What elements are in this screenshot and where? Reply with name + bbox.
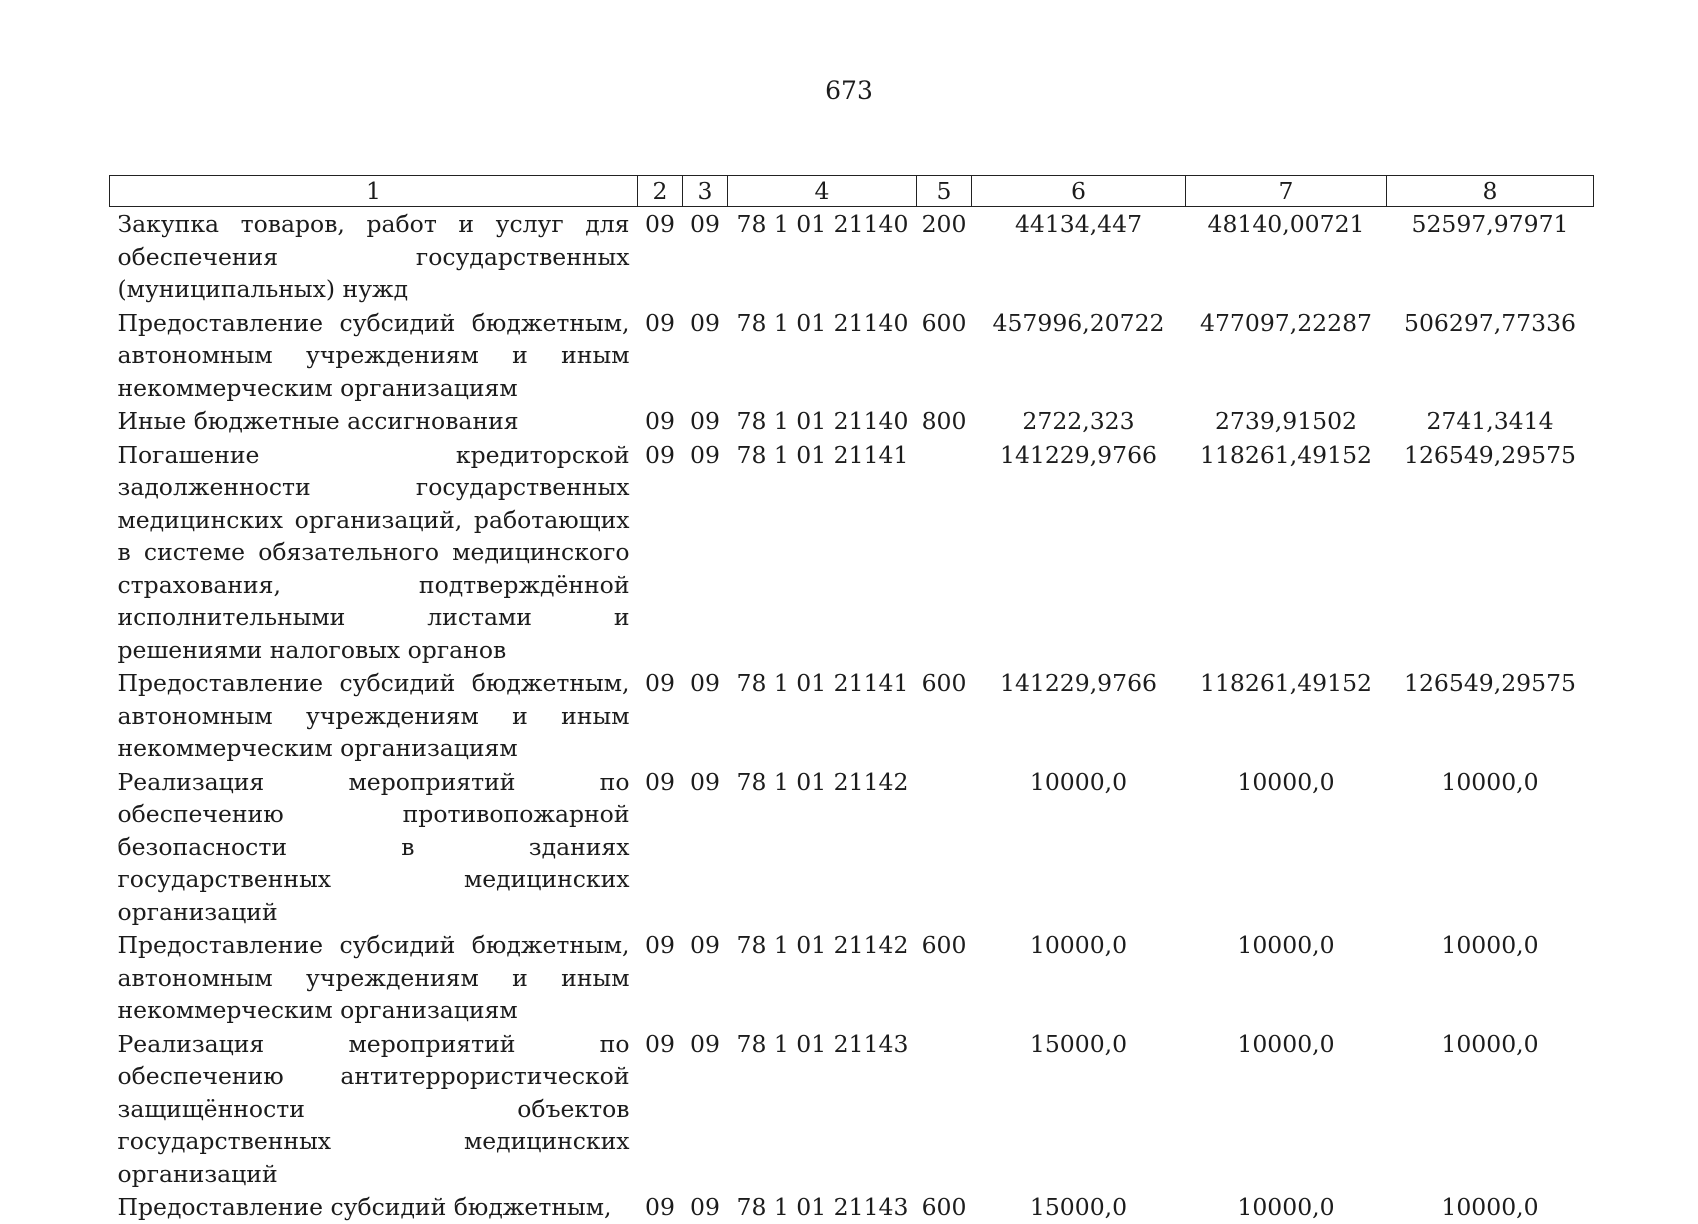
row-target-code: 78 1 01 21140	[736, 407, 909, 435]
row-expense-type: 600	[921, 669, 967, 697]
row-amount-8: 10000,0	[1441, 1193, 1539, 1221]
page-number: 673	[825, 76, 873, 105]
table-header-row	[110, 176, 1594, 207]
row-section: 09	[645, 210, 675, 238]
column-header: 4	[728, 176, 917, 207]
row-subsection: 09	[690, 407, 720, 435]
row-amount-6: 15000,0	[1029, 1029, 1128, 1058]
row-target-code: 78 1 01 21140	[736, 308, 909, 337]
row-amount-7: 48140,00721	[1207, 210, 1365, 238]
row-name: Предоставление субсидий бюджетным,	[117, 1193, 612, 1221]
row-subsection: 09	[690, 1193, 720, 1221]
row-subsection: 09	[690, 440, 720, 469]
row-amount-6: 15000,0	[1029, 1193, 1128, 1221]
row-target-code: 78 1 01 21142	[736, 931, 909, 959]
table-row	[110, 207, 1594, 306]
row-section: 09	[645, 1193, 675, 1221]
row-expense-type: 200	[921, 210, 967, 238]
row-subsection: 09	[690, 210, 720, 238]
row-amount-8: 506297,77336	[1404, 308, 1576, 337]
row-subsection: 09	[690, 308, 720, 337]
row-section: 09	[645, 440, 675, 469]
column-header: 8	[1387, 176, 1594, 207]
row-expense-type: 600	[921, 931, 967, 959]
row-target-code: 78 1 01 21140	[736, 210, 909, 238]
row-section: 09	[645, 931, 675, 959]
row-name: Реализация мероприятий по обеспечению антитеррористической защищённости объектов государственных медицинских организаций	[117, 1029, 630, 1188]
row-target-code: 78 1 01 21141	[736, 440, 909, 469]
row-expense-type	[917, 438, 972, 667]
row-amount-7: 477097,22287	[1200, 308, 1372, 337]
row-target-code: 78 1 01 21141	[736, 669, 909, 697]
table-row	[110, 928, 1594, 1027]
row-name: Предоставление субсидий бюджетным, автономным учреждениям и иным некоммерческим организациям	[117, 669, 630, 762]
table-row	[110, 1027, 1594, 1191]
row-name: Закупка товаров, работ и услуг для обеспечения государственных (муниципальных) нужд	[117, 210, 630, 303]
row-target-code: 78 1 01 21142	[736, 767, 909, 796]
row-target-code: 78 1 01 21143	[736, 1193, 909, 1221]
table-row	[110, 438, 1594, 667]
row-target-code: 78 1 01 21143	[736, 1029, 909, 1058]
row-amount-6: 2722,323	[1022, 407, 1135, 435]
column-header: 5	[917, 176, 972, 207]
row-amount-8: 2741,3414	[1426, 407, 1554, 435]
row-name: Погашение кредиторской задолженности государственных медицинских организаций, работающих в системе обязательного медицинского страхования, подтверждённой исполнительными листами и решениями налоговых органов	[117, 440, 630, 664]
row-section: 09	[645, 767, 675, 796]
row-expense-type: 600	[921, 1193, 967, 1221]
row-section: 09	[645, 308, 675, 337]
row-name: Реализация мероприятий по обеспечению противопожарной безопасности в зданиях государственных медицинских организаций	[117, 767, 630, 926]
row-amount-7: 118261,49152	[1200, 440, 1372, 469]
row-section: 09	[645, 669, 675, 697]
row-amount-6: 44134,447	[1014, 210, 1143, 238]
table-row	[110, 765, 1594, 929]
row-amount-7: 2739,91502	[1214, 407, 1358, 435]
row-amount-8: 126549,29575	[1404, 440, 1576, 469]
row-expense-type: 800	[921, 407, 967, 435]
row-amount-6: 141229,9766	[1000, 440, 1157, 469]
row-amount-6: 10000,0	[1029, 767, 1128, 796]
column-header: 1	[110, 176, 638, 207]
column-header: 2	[638, 176, 683, 207]
budget-table	[109, 175, 1594, 1224]
row-subsection: 09	[690, 1029, 720, 1058]
row-subsection: 09	[690, 669, 720, 697]
column-header: 3	[683, 176, 728, 207]
row-amount-6: 141229,9766	[1000, 669, 1157, 697]
row-expense-type	[917, 765, 972, 929]
row-name: Иные бюджетные ассигнования	[117, 407, 519, 435]
table-row	[110, 666, 1594, 765]
row-subsection: 09	[690, 931, 720, 959]
row-amount-8: 52597,97971	[1411, 210, 1569, 238]
column-header: 6	[972, 176, 1186, 207]
row-section: 09	[645, 407, 675, 435]
row-amount-7: 118261,49152	[1200, 669, 1372, 697]
row-amount-7: 10000,0	[1237, 767, 1335, 796]
table-row	[110, 404, 1594, 438]
row-amount-8: 10000,0	[1441, 767, 1539, 796]
row-section: 09	[645, 1029, 675, 1058]
row-amount-6: 10000,0	[1029, 931, 1128, 959]
row-subsection: 09	[690, 767, 720, 796]
row-amount-7: 10000,0	[1237, 931, 1335, 959]
table-row	[110, 1190, 1594, 1224]
row-amount-8: 10000,0	[1441, 1029, 1539, 1058]
row-amount-8: 10000,0	[1441, 931, 1539, 959]
table-row	[110, 306, 1594, 405]
row-amount-6: 457996,20722	[992, 308, 1165, 337]
row-expense-type	[917, 1027, 972, 1191]
row-expense-type: 600	[921, 308, 967, 337]
row-amount-8: 126549,29575	[1404, 669, 1576, 697]
row-name: Предоставление субсидий бюджетным, автономным учреждениям и иным некоммерческим организациям	[117, 931, 630, 1024]
row-amount-7: 10000,0	[1237, 1029, 1335, 1058]
row-name: Предоставление субсидий бюджетным, автономным учреждениям и иным некоммерческим организациям	[117, 308, 630, 402]
column-header: 7	[1186, 176, 1387, 207]
row-amount-7: 10000,0	[1237, 1193, 1335, 1221]
